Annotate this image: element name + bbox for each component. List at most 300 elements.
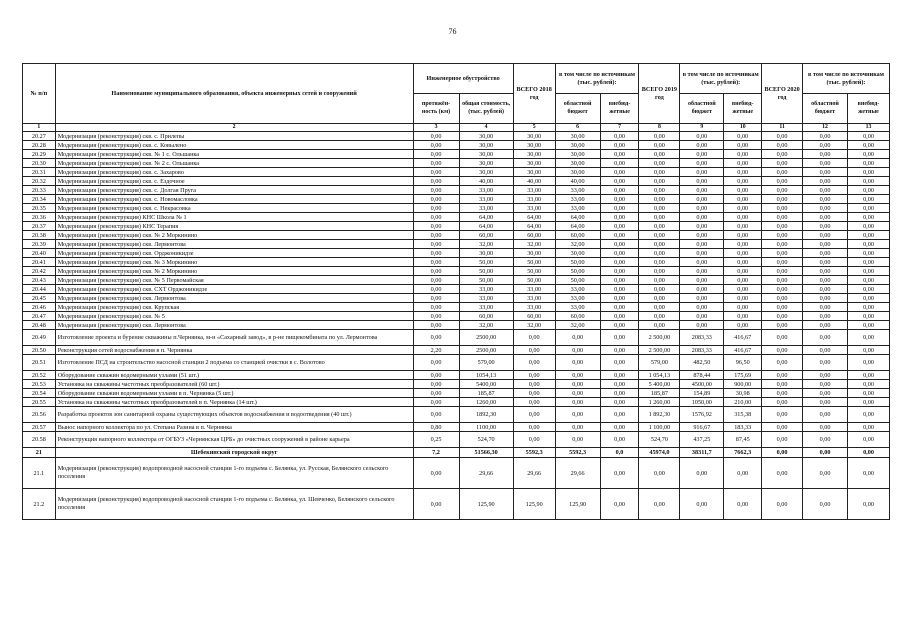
value-cell: 0,00	[724, 267, 762, 276]
value-cell: 125,90	[459, 489, 513, 520]
value-cell: 1 100,00	[639, 423, 680, 432]
value-cell: 30,00	[555, 159, 600, 168]
value-cell: 50,00	[513, 258, 555, 267]
value-cell: 30,00	[513, 132, 555, 141]
table-row	[23, 249, 890, 258]
row-number: 20.41	[23, 258, 56, 267]
value-cell: 0,00	[639, 168, 680, 177]
value-cell: 0,00	[600, 186, 639, 195]
value-cell: 0,00	[724, 231, 762, 240]
object-name: Установка на скважины частотных преобразователей (60 шт.)	[55, 380, 413, 389]
value-cell: 0,00	[724, 222, 762, 231]
row-number: 20.54	[23, 389, 56, 398]
value-cell: 29,66	[459, 458, 513, 489]
value-cell: 0,00	[555, 355, 600, 371]
value-cell: 0,00	[639, 150, 680, 159]
value-cell: 0,00	[724, 258, 762, 267]
row-number: 20.40	[23, 249, 56, 258]
value-cell: 0,00	[639, 222, 680, 231]
value-cell: 0,00	[803, 294, 848, 303]
value-cell: 0,00	[680, 321, 724, 330]
value-cell: 0,00	[600, 423, 639, 432]
value-cell: 185,87	[459, 389, 513, 398]
value-cell: 0,00	[803, 276, 848, 285]
value-cell: 33,00	[513, 294, 555, 303]
value-cell: 33,00	[459, 186, 513, 195]
value-cell: 1 892,30	[639, 407, 680, 423]
value-cell: 524,70	[639, 432, 680, 448]
value-cell: 5 400,00	[639, 380, 680, 389]
value-cell: 0,00	[762, 186, 803, 195]
value-cell: 0,00	[413, 258, 459, 267]
header-extra-2018: внебюд-жетные	[600, 94, 639, 124]
value-cell: 0,00	[848, 285, 890, 294]
value-cell: 0,00	[413, 213, 459, 222]
value-cell: 0,00	[803, 312, 848, 321]
value-cell: 0,00	[762, 380, 803, 389]
value-cell: 0,00	[848, 458, 890, 489]
value-cell: 0,00	[803, 132, 848, 141]
value-cell: 0,00	[762, 285, 803, 294]
header-total-2020: ВСЕГО 2020 год	[762, 64, 803, 124]
value-cell: 33,00	[513, 303, 555, 312]
row-number: 20.44	[23, 285, 56, 294]
value-cell: 0,00	[513, 371, 555, 380]
value-cell: 33,00	[459, 195, 513, 204]
object-name: Модернизация (реконструкция) скв. № 2 с. Ольшанка	[55, 159, 413, 168]
row-number: 20.51	[23, 355, 56, 371]
value-cell: 0,00	[803, 240, 848, 249]
value-cell: 50,00	[459, 267, 513, 276]
value-cell: 0,00	[762, 177, 803, 186]
value-cell: 0,00	[600, 195, 639, 204]
value-cell: 0,00	[639, 294, 680, 303]
value-cell: 0,00	[513, 389, 555, 398]
value-cell: 0,00	[639, 204, 680, 213]
value-cell: 0,00	[762, 240, 803, 249]
value-cell: 0,00	[848, 258, 890, 267]
value-cell: 0,00	[803, 168, 848, 177]
value-cell: 60,00	[555, 312, 600, 321]
value-cell: 30,00	[459, 168, 513, 177]
value-cell: 0,00	[513, 380, 555, 389]
value-cell: 0,00	[600, 407, 639, 423]
object-name: Модернизация (реконструкция) скв. с. Долгая Пруга	[55, 186, 413, 195]
value-cell: 1100,00	[459, 423, 513, 432]
value-cell: 0,00	[413, 267, 459, 276]
value-cell: 30,00	[459, 249, 513, 258]
value-cell: 0,00	[639, 213, 680, 222]
value-cell: 0,00	[762, 398, 803, 407]
value-cell: 0,00	[848, 249, 890, 258]
value-cell: 0,00	[600, 398, 639, 407]
header-infra: Инженерное обустройство	[413, 64, 513, 94]
table-row	[23, 389, 890, 398]
row-number: 20.36	[23, 213, 56, 222]
value-cell: 0,00	[803, 195, 848, 204]
value-cell: 0,00	[724, 303, 762, 312]
value-cell: 7662,3	[724, 448, 762, 458]
value-cell: 175,69	[724, 371, 762, 380]
value-cell: 0,00	[413, 330, 459, 346]
object-name: Модернизация (реконструкция) скв. Лермонтова	[55, 294, 413, 303]
value-cell: 0,00	[413, 398, 459, 407]
value-cell: 0,00	[803, 398, 848, 407]
value-cell: 2 500,00	[639, 330, 680, 346]
value-cell: 38311,7	[680, 448, 724, 458]
value-cell: 0,00	[848, 371, 890, 380]
value-cell: 0,00	[803, 389, 848, 398]
value-cell: 0,00	[724, 177, 762, 186]
value-cell: 30,00	[459, 159, 513, 168]
object-name: Модернизация (реконструкция) водопроводной насосной станции 1-го подъема с. Белянка, ул. Русская, Белянского сельского поселения	[55, 458, 413, 489]
value-cell: 0,00	[555, 398, 600, 407]
value-cell: 0,00	[762, 432, 803, 448]
value-cell: 30,00	[555, 132, 600, 141]
value-cell: 33,00	[555, 195, 600, 204]
value-cell: 0,00	[513, 355, 555, 371]
value-cell: 0,00	[762, 355, 803, 371]
value-cell: 2500,00	[459, 346, 513, 355]
object-name: Модернизация (реконструкция) скв. с. Захарово	[55, 168, 413, 177]
value-cell: 0,00	[413, 240, 459, 249]
value-cell: 0,00	[513, 346, 555, 355]
table-row	[23, 330, 890, 346]
value-cell: 0,00	[848, 432, 890, 448]
value-cell: 0,00	[639, 231, 680, 240]
value-cell: 33,00	[513, 186, 555, 195]
value-cell: 0,00	[600, 371, 639, 380]
value-cell: 0,00	[762, 371, 803, 380]
value-cell: 64,00	[513, 222, 555, 231]
table-row	[23, 240, 890, 249]
value-cell: 0,00	[848, 141, 890, 150]
object-name: Модернизация (реконструкция) скв. № 5 Первомайская	[55, 276, 413, 285]
column-number: 8	[639, 124, 680, 132]
value-cell: 0,00	[762, 346, 803, 355]
value-cell: 0,00	[639, 267, 680, 276]
header-extra-2020: внебюд-жетные	[848, 94, 890, 124]
table-row	[23, 168, 890, 177]
value-cell: 916,67	[680, 423, 724, 432]
value-cell: 0,00	[555, 346, 600, 355]
table-row	[23, 132, 890, 141]
value-cell: 0,00	[680, 303, 724, 312]
value-cell: 50,00	[513, 276, 555, 285]
table-row	[23, 285, 890, 294]
value-cell: 183,33	[724, 423, 762, 432]
value-cell: 0,00	[639, 276, 680, 285]
object-name: Оборудование скважин водомерными узлами (51 шт.)	[55, 371, 413, 380]
value-cell: 0,00	[724, 168, 762, 177]
column-number: 4	[459, 124, 513, 132]
value-cell: 0,00	[639, 285, 680, 294]
row-number: 20.31	[23, 168, 56, 177]
value-cell: 0,00	[413, 141, 459, 150]
value-cell: 0,00	[848, 407, 890, 423]
value-cell: 0,00	[848, 213, 890, 222]
value-cell: 33,00	[555, 285, 600, 294]
value-cell: 0,00	[600, 346, 639, 355]
header-num: № п/п	[23, 64, 56, 124]
value-cell: 0,00	[848, 150, 890, 159]
value-cell: 0,00	[513, 330, 555, 346]
value-cell: 579,00	[459, 355, 513, 371]
row-number: 20.29	[23, 150, 56, 159]
value-cell: 30,00	[513, 168, 555, 177]
header-regional-2018: областной бюджет	[555, 94, 600, 124]
value-cell: 0,00	[762, 204, 803, 213]
value-cell: 33,00	[555, 186, 600, 195]
value-cell: 0,00	[724, 276, 762, 285]
value-cell: 878,44	[680, 371, 724, 380]
table-body	[23, 132, 890, 520]
value-cell: 0,00	[413, 249, 459, 258]
object-name: Модернизация (реконструкция) скв. с. Новомасловка	[55, 195, 413, 204]
value-cell: 0,00	[803, 380, 848, 389]
value-cell: 30,00	[513, 159, 555, 168]
value-cell: 0,00	[848, 195, 890, 204]
table-row	[23, 294, 890, 303]
value-cell: 0,00	[848, 231, 890, 240]
table-row	[23, 407, 890, 423]
object-name: Модернизация (реконструкция) скв. Крупская	[55, 303, 413, 312]
value-cell: 0,00	[600, 312, 639, 321]
value-cell: 0,00	[600, 276, 639, 285]
value-cell: 60,00	[513, 312, 555, 321]
object-name: Модернизация (реконструкция) скв. № 2 Моркинино	[55, 231, 413, 240]
object-name: Модернизация (реконструкция) скв. № 1 с. Ольшанка	[55, 150, 413, 159]
value-cell: 0,00	[762, 159, 803, 168]
value-cell: 0,00	[600, 249, 639, 258]
value-cell: 40,00	[555, 177, 600, 186]
value-cell: 0,00	[680, 240, 724, 249]
value-cell: 64,00	[459, 213, 513, 222]
value-cell: 30,00	[555, 141, 600, 150]
value-cell: 32,00	[459, 240, 513, 249]
table-row	[23, 150, 890, 159]
object-name: Шебекинский городской округ	[55, 448, 413, 458]
table-row	[23, 177, 890, 186]
table-row	[23, 222, 890, 231]
value-cell: 0,00	[848, 186, 890, 195]
value-cell: 0,00	[724, 240, 762, 249]
value-cell: 0,00	[600, 330, 639, 346]
row-number: 20.33	[23, 186, 56, 195]
value-cell: 0,00	[600, 240, 639, 249]
value-cell: 0,00	[600, 150, 639, 159]
value-cell: 0,00	[680, 285, 724, 294]
value-cell: 0,00	[848, 321, 890, 330]
value-cell: 0,00	[680, 141, 724, 150]
value-cell: 0,00	[762, 458, 803, 489]
object-name: Модернизация (реконструкция) скв. СХТ Орджоникидзе	[55, 285, 413, 294]
row-number: 20.45	[23, 294, 56, 303]
column-number: 3	[413, 124, 459, 132]
value-cell: 0,00	[413, 132, 459, 141]
value-cell: 0,00	[600, 458, 639, 489]
table-row	[23, 159, 890, 168]
value-cell: 0,00	[803, 303, 848, 312]
value-cell: 0,00	[680, 258, 724, 267]
value-cell: 0,00	[413, 168, 459, 177]
value-cell: 2 500,00	[639, 346, 680, 355]
value-cell: 50,00	[555, 276, 600, 285]
value-cell: 0,00	[680, 150, 724, 159]
value-cell: 5400,00	[459, 380, 513, 389]
header-regional-2020: областной бюджет	[803, 94, 848, 124]
value-cell: 50,00	[513, 267, 555, 276]
object-name: Оборудование скважин водомерными узлами в п. Чернянка (5 шт.)	[55, 389, 413, 398]
value-cell: 0,00	[848, 294, 890, 303]
value-cell: 0,00	[762, 231, 803, 240]
table-row	[23, 258, 890, 267]
column-number: 6	[555, 124, 600, 132]
object-name: Модернизация (реконструкция) скв. с. Некрасовка	[55, 204, 413, 213]
value-cell: 0,00	[680, 276, 724, 285]
value-cell: 0,00	[680, 177, 724, 186]
value-cell: 0,00	[762, 141, 803, 150]
table-row	[23, 380, 890, 389]
row-number: 20.42	[23, 267, 56, 276]
value-cell: 524,70	[459, 432, 513, 448]
value-cell: 0,00	[413, 407, 459, 423]
value-cell: 0,00	[848, 389, 890, 398]
value-cell: 0,00	[413, 177, 459, 186]
value-cell: 0,00	[513, 398, 555, 407]
value-cell: 0,00	[724, 159, 762, 168]
value-cell: 0,00	[724, 489, 762, 520]
header-name: Наименование муниципального образования, объекта инженерных сетей и сооружений	[55, 64, 413, 124]
value-cell: 0,00	[803, 177, 848, 186]
value-cell: 0,00	[762, 489, 803, 520]
value-cell: 0,00	[513, 432, 555, 448]
value-cell: 7,2	[413, 448, 459, 458]
value-cell: 0,00	[600, 267, 639, 276]
value-cell: 30,00	[513, 150, 555, 159]
object-name: Модернизация (реконструкция) скв. Орджоникидзе	[55, 249, 413, 258]
value-cell: 60,00	[555, 231, 600, 240]
value-cell: 0,00	[600, 177, 639, 186]
value-cell: 0,00	[848, 423, 890, 432]
table-row	[23, 321, 890, 330]
object-name: Модернизация (реконструкция) скв. № 2 Моркинино	[55, 267, 413, 276]
value-cell: 1 260,00	[639, 398, 680, 407]
value-cell: 0,00	[513, 407, 555, 423]
value-cell: 50,00	[555, 258, 600, 267]
column-number-row	[23, 124, 890, 132]
header-regional-2019: областной бюджет	[680, 94, 724, 124]
value-cell: 33,00	[555, 303, 600, 312]
value-cell: 0,00	[639, 195, 680, 204]
value-cell: 0,00	[724, 249, 762, 258]
value-cell: 0,00	[762, 213, 803, 222]
value-cell: 0,00	[803, 222, 848, 231]
value-cell: 0,00	[803, 407, 848, 423]
table-row	[23, 195, 890, 204]
value-cell: 0,00	[724, 186, 762, 195]
value-cell: 30,00	[513, 141, 555, 150]
value-cell: 0,00	[639, 458, 680, 489]
value-cell: 0,00	[803, 231, 848, 240]
value-cell: 1260,00	[459, 398, 513, 407]
table-row	[23, 204, 890, 213]
header-incl-2018: в том числе по источникам (тыс. рублей):	[555, 64, 639, 94]
value-cell: 0,00	[680, 186, 724, 195]
value-cell: 210,00	[724, 398, 762, 407]
value-cell: 4500,00	[680, 380, 724, 389]
header-cost: общая стоимость, (тыс. рублей)	[459, 94, 513, 124]
value-cell: 0,00	[600, 303, 639, 312]
value-cell: 0,00	[600, 231, 639, 240]
table-row	[23, 371, 890, 380]
value-cell: 125,90	[555, 489, 600, 520]
object-name: Изготовление ПСД на строительство насосной станции 2 подъема со станцией очистки в с. Волотово	[55, 355, 413, 371]
header-total-2019: ВСЕГО 2019 год	[639, 64, 680, 124]
value-cell: 0,00	[639, 240, 680, 249]
value-cell: 0,00	[413, 231, 459, 240]
value-cell: 0,00	[680, 249, 724, 258]
value-cell: 0,00	[762, 258, 803, 267]
value-cell: 125,90	[513, 489, 555, 520]
value-cell: 0,00	[724, 141, 762, 150]
value-cell: 5592,3	[555, 448, 600, 458]
value-cell: 0,00	[803, 150, 848, 159]
table-row	[23, 213, 890, 222]
value-cell: 0,00	[639, 312, 680, 321]
object-name: Вынос напорного коллектора по ул. Степана Разина в п. Чернянка	[55, 423, 413, 432]
value-cell: 0,00	[680, 294, 724, 303]
value-cell: 0,00	[724, 195, 762, 204]
row-number: 21.2	[23, 489, 56, 520]
value-cell: 0,00	[762, 303, 803, 312]
value-cell: 1892,30	[459, 407, 513, 423]
value-cell: 0,00	[413, 380, 459, 389]
value-cell: 0,00	[639, 489, 680, 520]
value-cell: 0,00	[680, 159, 724, 168]
value-cell: 0,00	[555, 407, 600, 423]
value-cell: 0,00	[803, 355, 848, 371]
object-name: Реконструкция напорного коллектора от ОГБУЗ «Чернянская ЦРБ» до очистных сооружений в районе карьера	[55, 432, 413, 448]
row-number: 20.48	[23, 321, 56, 330]
value-cell: 0,00	[413, 371, 459, 380]
value-cell: 0,00	[639, 177, 680, 186]
column-number: 2	[55, 124, 413, 132]
value-cell: 1576,92	[680, 407, 724, 423]
value-cell: 0,00	[680, 168, 724, 177]
column-number: 7	[600, 124, 639, 132]
value-cell: 0,00	[413, 222, 459, 231]
value-cell: 60,00	[459, 312, 513, 321]
row-number: 20.35	[23, 204, 56, 213]
value-cell: 0,00	[848, 159, 890, 168]
value-cell: 64,00	[513, 213, 555, 222]
object-name: Модернизация (реконструкция) скв. № 3 Моркинино	[55, 258, 413, 267]
column-number: 9	[680, 124, 724, 132]
value-cell: 0,00	[680, 489, 724, 520]
value-cell: 0,00	[803, 432, 848, 448]
header-incl-2019: в том числе по источникам (тыс. рублей):	[680, 64, 762, 94]
value-cell: 0,00	[639, 141, 680, 150]
value-cell: 0,00	[639, 321, 680, 330]
value-cell: 30,98	[724, 389, 762, 398]
object-name: Разработка проектов зон санитарной охраны существующих объектов водоснабжения и водоотведения (40 шт.)	[55, 407, 413, 423]
value-cell: 33,00	[459, 294, 513, 303]
table-row	[23, 231, 890, 240]
table-row	[23, 141, 890, 150]
value-cell: 0,00	[413, 186, 459, 195]
value-cell: 0,00	[600, 380, 639, 389]
